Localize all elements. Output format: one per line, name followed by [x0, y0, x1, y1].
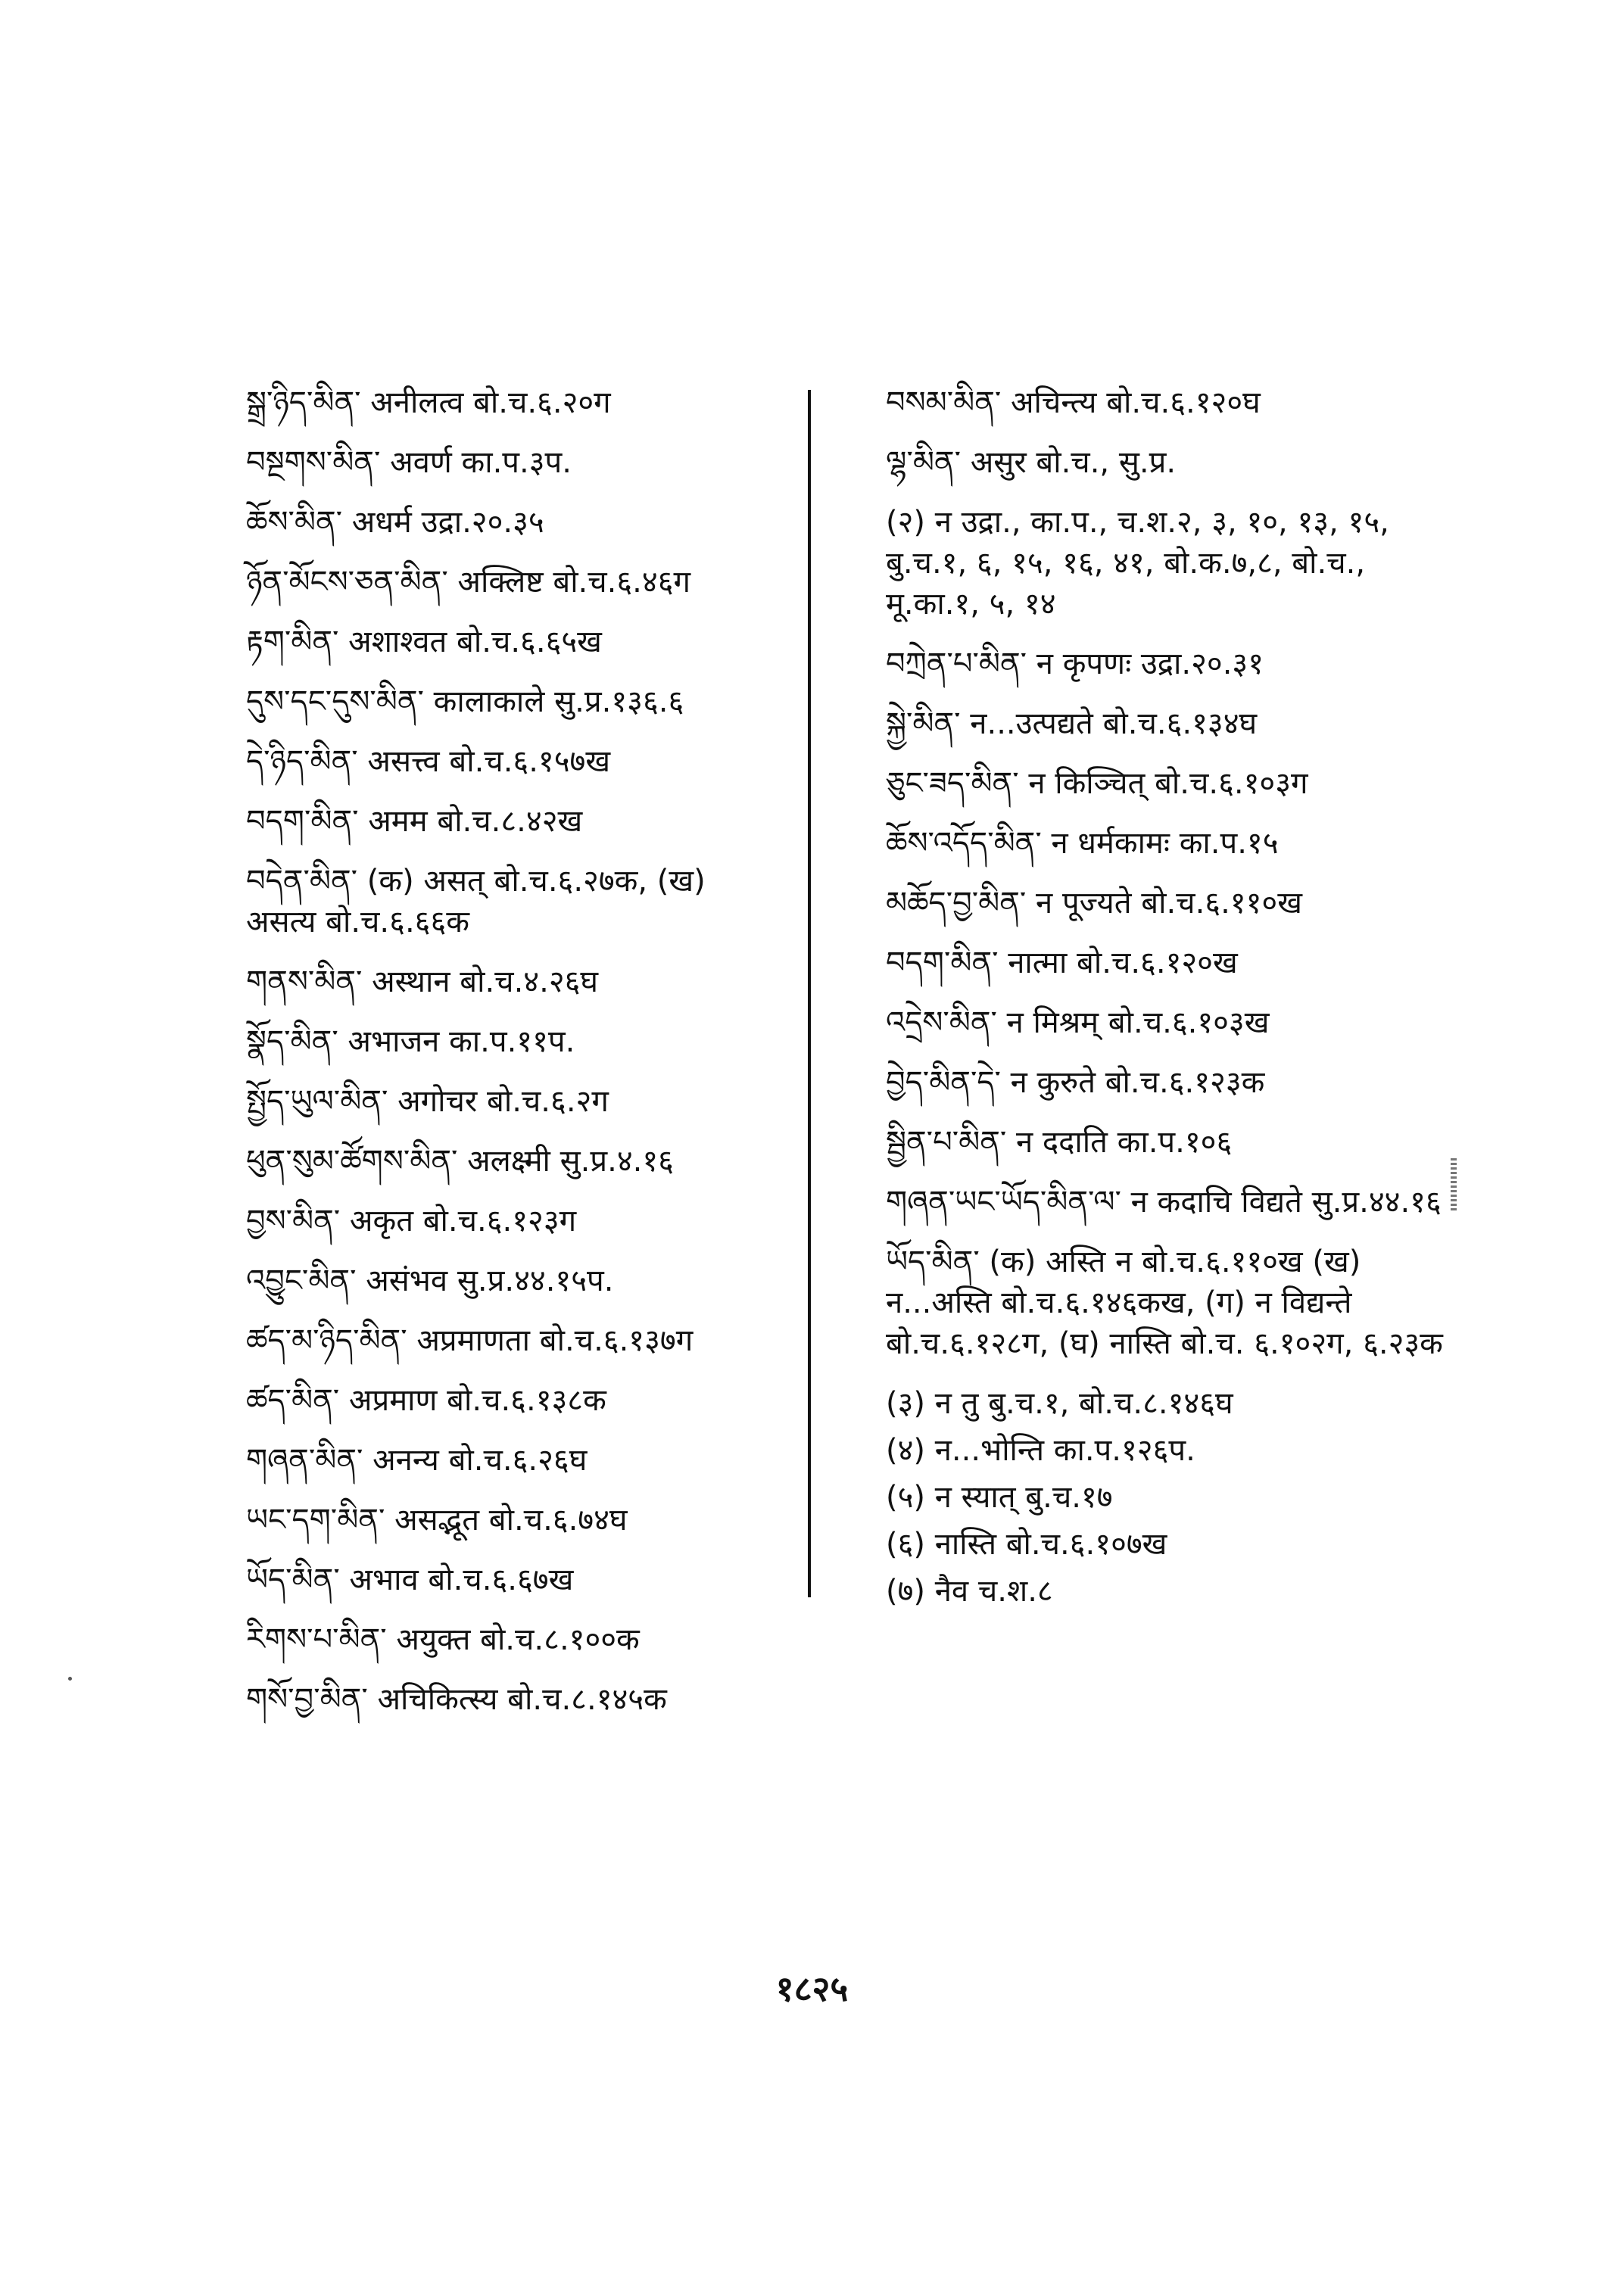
right-entry: ལྷ་མིན་ असुर बो.च., सु.प्र.: [886, 445, 1177, 480]
left-entry: སྒྲ་ཉིད་མིན་ अनीलत्व बो.च.६.२०ग: [246, 385, 611, 420]
left-entry: གསོ་བྱ་མིན་ अचिकित्स्य बो.च.८.१४५क: [246, 1682, 667, 1717]
left-entry: རིགས་པ་མིན་ अयुक्त बो.च.८.१००क: [246, 1622, 640, 1657]
left-entry: ཚད་མ་ཉིད་མིན་ अप्रमाणता बो.च.६.१३७ग: [246, 1323, 694, 1358]
left-entry: དུས་དང་དུས་མིན་ कालाकाले सु.प्र.१३६.६: [246, 684, 684, 719]
right-entry: (७) नैव च.श.८: [886, 1574, 1053, 1609]
left-entry: ཆོས་མིན་ अधर्म उद्रा.२०.३५: [246, 505, 544, 540]
right-entry: བསམ་མིན་ अचिन्त्य बो.च.६.१२०घ: [886, 385, 1261, 420]
left-entry: རྟག་མིན་ अशाश्वत बो.च.६.६५ख: [246, 625, 602, 659]
right-entry: གཞན་ཡང་ཡོད་མིན་ལ་ न कदाचि विद्यते सु.प्र.४४.१६: [886, 1185, 1442, 1220]
page-number: १८२५: [775, 1968, 849, 2009]
right-entry: ཡོད་མིན་ (क) अस्ति न बो.च.६.११०ख (ख) न...अस्ति बो.च.६.१४६कख, (ग) न विद्यन्ते बो.च.६.१२८ग, (घ) नास्ति बो.च. ६.१०२ग, ६.२३क: [886, 1245, 1443, 1361]
left-entry: ཕུན་སུམ་ཚོགས་མིན་ अलक्ष्मी सु.प्र.४.१६: [246, 1144, 674, 1179]
left-entry: སྣོད་མིན་ अभाजन का.प.११प.: [246, 1024, 575, 1059]
right-entry: (३) न तु बु.च.१, बो.च.८.१४६घ: [886, 1386, 1233, 1421]
margin-mark: [1451, 1158, 1457, 1213]
right-entry: མཆོད་བྱ་མིན་ न पूज्यते बो.च.६.११०ख: [886, 886, 1302, 921]
left-entry: སྤྱོད་ཡུལ་མིན་ अगोचर बो.च.६.२ग: [246, 1084, 609, 1119]
left-entry: བསྔགས་མིན་ अवर्ण का.प.३प.: [246, 445, 572, 480]
right-entry: (६) नास्ति बो.च.६.१०७ख: [886, 1527, 1167, 1562]
right-entry: འདྲེས་མིན་ न मिश्रम् बो.च.६.१०३ख: [886, 1005, 1270, 1040]
right-entry: (४) न...भोन्ति का.प.१२६प.: [886, 1433, 1195, 1468]
left-entry: བྱས་མིན་ अकृत बो.च.६.१२३ग: [246, 1204, 577, 1238]
left-entry: དེ་ཉིད་མིན་ असत्त्व बो.च.६.१५७ख: [246, 744, 611, 779]
left-entry: འབྱུང་མིན་ असंभव सु.प्र.४४.१५प.: [246, 1263, 614, 1298]
right-entry: ཆོས་འདོད་མིན་ न धर्मकामः का.प.१५: [886, 826, 1279, 861]
right-entry: (२) न उद्रा., का.प., च.श.२, ३, १०, १३, १५, बु.च.१, ६, १५, १६, ४१, बो.क.७,८, बो.च., मू.का.१, ५, १४: [886, 505, 1389, 622]
left-entry: བདེན་མིན་ (क) असत् बो.च.६.२७क, (ख) असत्य बो.च.६.६६क: [246, 864, 706, 939]
left-entry: ཡང་དག་མིན་ असद्भूत बो.च.६.७४घ: [246, 1503, 628, 1537]
left-entry: གཞན་མིན་ अनन्य बो.च.६.२६घ: [246, 1443, 588, 1478]
right-entry: སྦྱིན་པ་མིན་ न ददाति का.प.१०६: [886, 1125, 1233, 1160]
right-entry: ཅུང་ཟད་མིན་ न किञ्चित् बो.च.६.१०३ग: [886, 766, 1308, 801]
scan-speck: [68, 1677, 72, 1681]
right-entry: བྱེད་མིན་དེ་ न कुरुते बो.च.६.१२३क: [886, 1065, 1265, 1100]
left-entry: བདག་མིན་ अमम बो.च.८.४२ख: [246, 804, 583, 839]
right-column: [886, 382, 1446, 1618]
right-entry: བདག་མིན་ नात्मा बो.च.६.१२०ख: [886, 946, 1238, 980]
left-entry: ཉོན་མོངས་ཅན་མིན་ अक्लिष्ट बो.च.६.४६ग: [246, 565, 691, 600]
right-entry: སྐྱེ་མིན་ न...उत्पद्यते बो.च.६.१३४घ: [886, 706, 1258, 741]
left-column: [246, 382, 784, 1739]
left-entry: ཡོད་མིན་ अभाव बो.च.६.६७ख: [246, 1562, 574, 1597]
left-entry: ཚད་མིན་ अप्रमाण बो.च.६.१३८क: [246, 1383, 606, 1418]
column-divider: [808, 390, 811, 1597]
right-entry: (५) न स्यात् बु.च.१७: [886, 1480, 1113, 1515]
right-entry: བཀྲེན་པ་མིན་ न कृपणः उद्रा.२०.३१: [886, 646, 1264, 681]
left-entry: གནས་མིན་ अस्थान बो.च.४.२६घ: [246, 964, 599, 999]
